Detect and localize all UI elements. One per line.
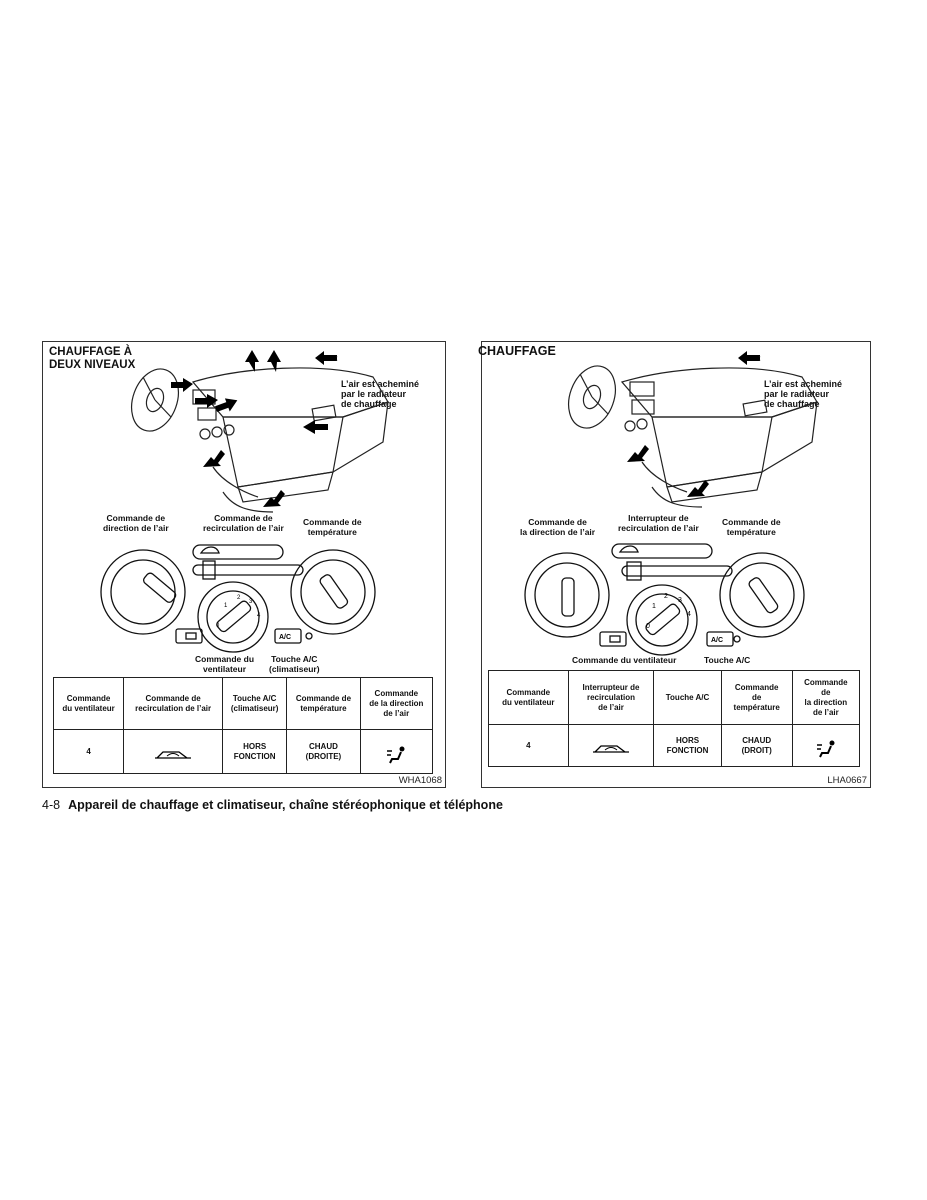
header-fan: Commande du ventilateur: [54, 678, 124, 730]
svg-text:2: 2: [237, 595, 241, 601]
label-fan: Commande du ventilateur: [195, 654, 255, 674]
figure-panel-heating: [478, 341, 871, 788]
cell-recirculation: [124, 730, 223, 774]
cell-fan: 4: [489, 725, 569, 767]
label-fan: Commande du ventilateur: [572, 655, 677, 665]
car-recirculation-icon: [201, 547, 219, 553]
header-temperature: Commande de température: [721, 671, 792, 725]
header-temperature: Commande de température: [287, 678, 360, 730]
ac-button-label: A/C: [279, 634, 292, 641]
label-ac: Touche A/C (climatiseur): [269, 654, 320, 674]
foot-vent-icon: [814, 739, 838, 759]
header-ac: Touche A/C: [654, 671, 721, 725]
panel-title: CHAUFFAGE: [478, 344, 556, 358]
label-air-direction: Commande de direction de l’air: [103, 513, 169, 533]
label-air-direction: Commande de la direction de l’air: [520, 517, 596, 537]
label-recirculation: Interrupteur de recirculation de l’air: [618, 513, 699, 533]
svg-text:1: 1: [652, 603, 656, 610]
label-ac: Touche A/C: [704, 655, 751, 665]
cell-temperature: CHAUD (DROIT): [721, 725, 792, 767]
car-recirculation-icon: [591, 740, 631, 758]
rear-defrost-icon: [610, 636, 620, 642]
cell-ac: HORS FONCTION: [223, 730, 287, 774]
cell-ac: HORS FONCTION: [654, 725, 721, 767]
header-fan: Commande du ventilateur: [489, 671, 569, 725]
cell-air-direction: [360, 730, 432, 774]
car-recirculation-icon: [620, 546, 638, 552]
legend: : L’air est acheminé par le radiateur de chauffage: [764, 349, 842, 409]
control-panel-illustration: [482, 540, 872, 660]
cell-recirculation: [568, 725, 654, 767]
rear-defrost-icon: [186, 633, 196, 639]
figure-panel-two-level-heating: [42, 341, 446, 788]
ac-button-label: A/C: [711, 637, 724, 644]
legend-text: L’air est acheminé par le radiateur de chauffage: [764, 379, 843, 409]
svg-text:1: 1: [224, 603, 228, 609]
cell-air-direction: [792, 725, 859, 767]
svg-text:4: 4: [257, 613, 261, 619]
spec-table: [488, 670, 860, 767]
header-recirculation: Interrupteur de recirculation de l’air: [568, 671, 654, 725]
page-title: Appareil de chauffage et climatiseur, chaîne stéréophonique et téléphone: [68, 798, 503, 812]
foot-vent-icon: [384, 745, 408, 765]
control-panel-illustration: [43, 537, 447, 657]
header-recirculation: Commande de recirculation de l’air: [124, 678, 223, 730]
car-recirculation-icon: [153, 746, 193, 764]
figure-code: WHA1068: [398, 775, 442, 786]
legend-text: L’air est acheminé par le radiateur de chauffage: [341, 379, 420, 409]
page-footer: [42, 798, 503, 812]
figure-code: LHA0667: [827, 775, 867, 786]
svg-text:2: 2: [664, 593, 668, 600]
svg-text:3: 3: [678, 597, 682, 604]
svg-text:3: 3: [249, 599, 253, 605]
header-air-direction: Commande de la direction de l’air: [792, 671, 859, 725]
svg-text:0: 0: [646, 623, 650, 630]
panel-title: CHAUFFAGE À DEUX NIVEAUX: [49, 346, 136, 371]
svg-text:4: 4: [687, 611, 691, 618]
header-air-direction: Commande de la direction de l’air: [360, 678, 432, 730]
label-recirculation: Commande de recirculation de l’air: [203, 513, 284, 533]
legend: : L’air est acheminé par le radiateur de chauffage: [341, 349, 419, 409]
label-temperature: Commande de température: [722, 517, 781, 537]
spec-table: [53, 677, 433, 774]
cell-temperature: CHAUD (DROITE): [287, 730, 360, 774]
label-temperature: Commande de température: [303, 517, 362, 537]
page-number: 4-8: [42, 798, 61, 812]
svg-text:0: 0: [216, 623, 220, 629]
header-ac: Touche A/C (climatiseur): [223, 678, 287, 730]
cell-fan: 4: [54, 730, 124, 774]
